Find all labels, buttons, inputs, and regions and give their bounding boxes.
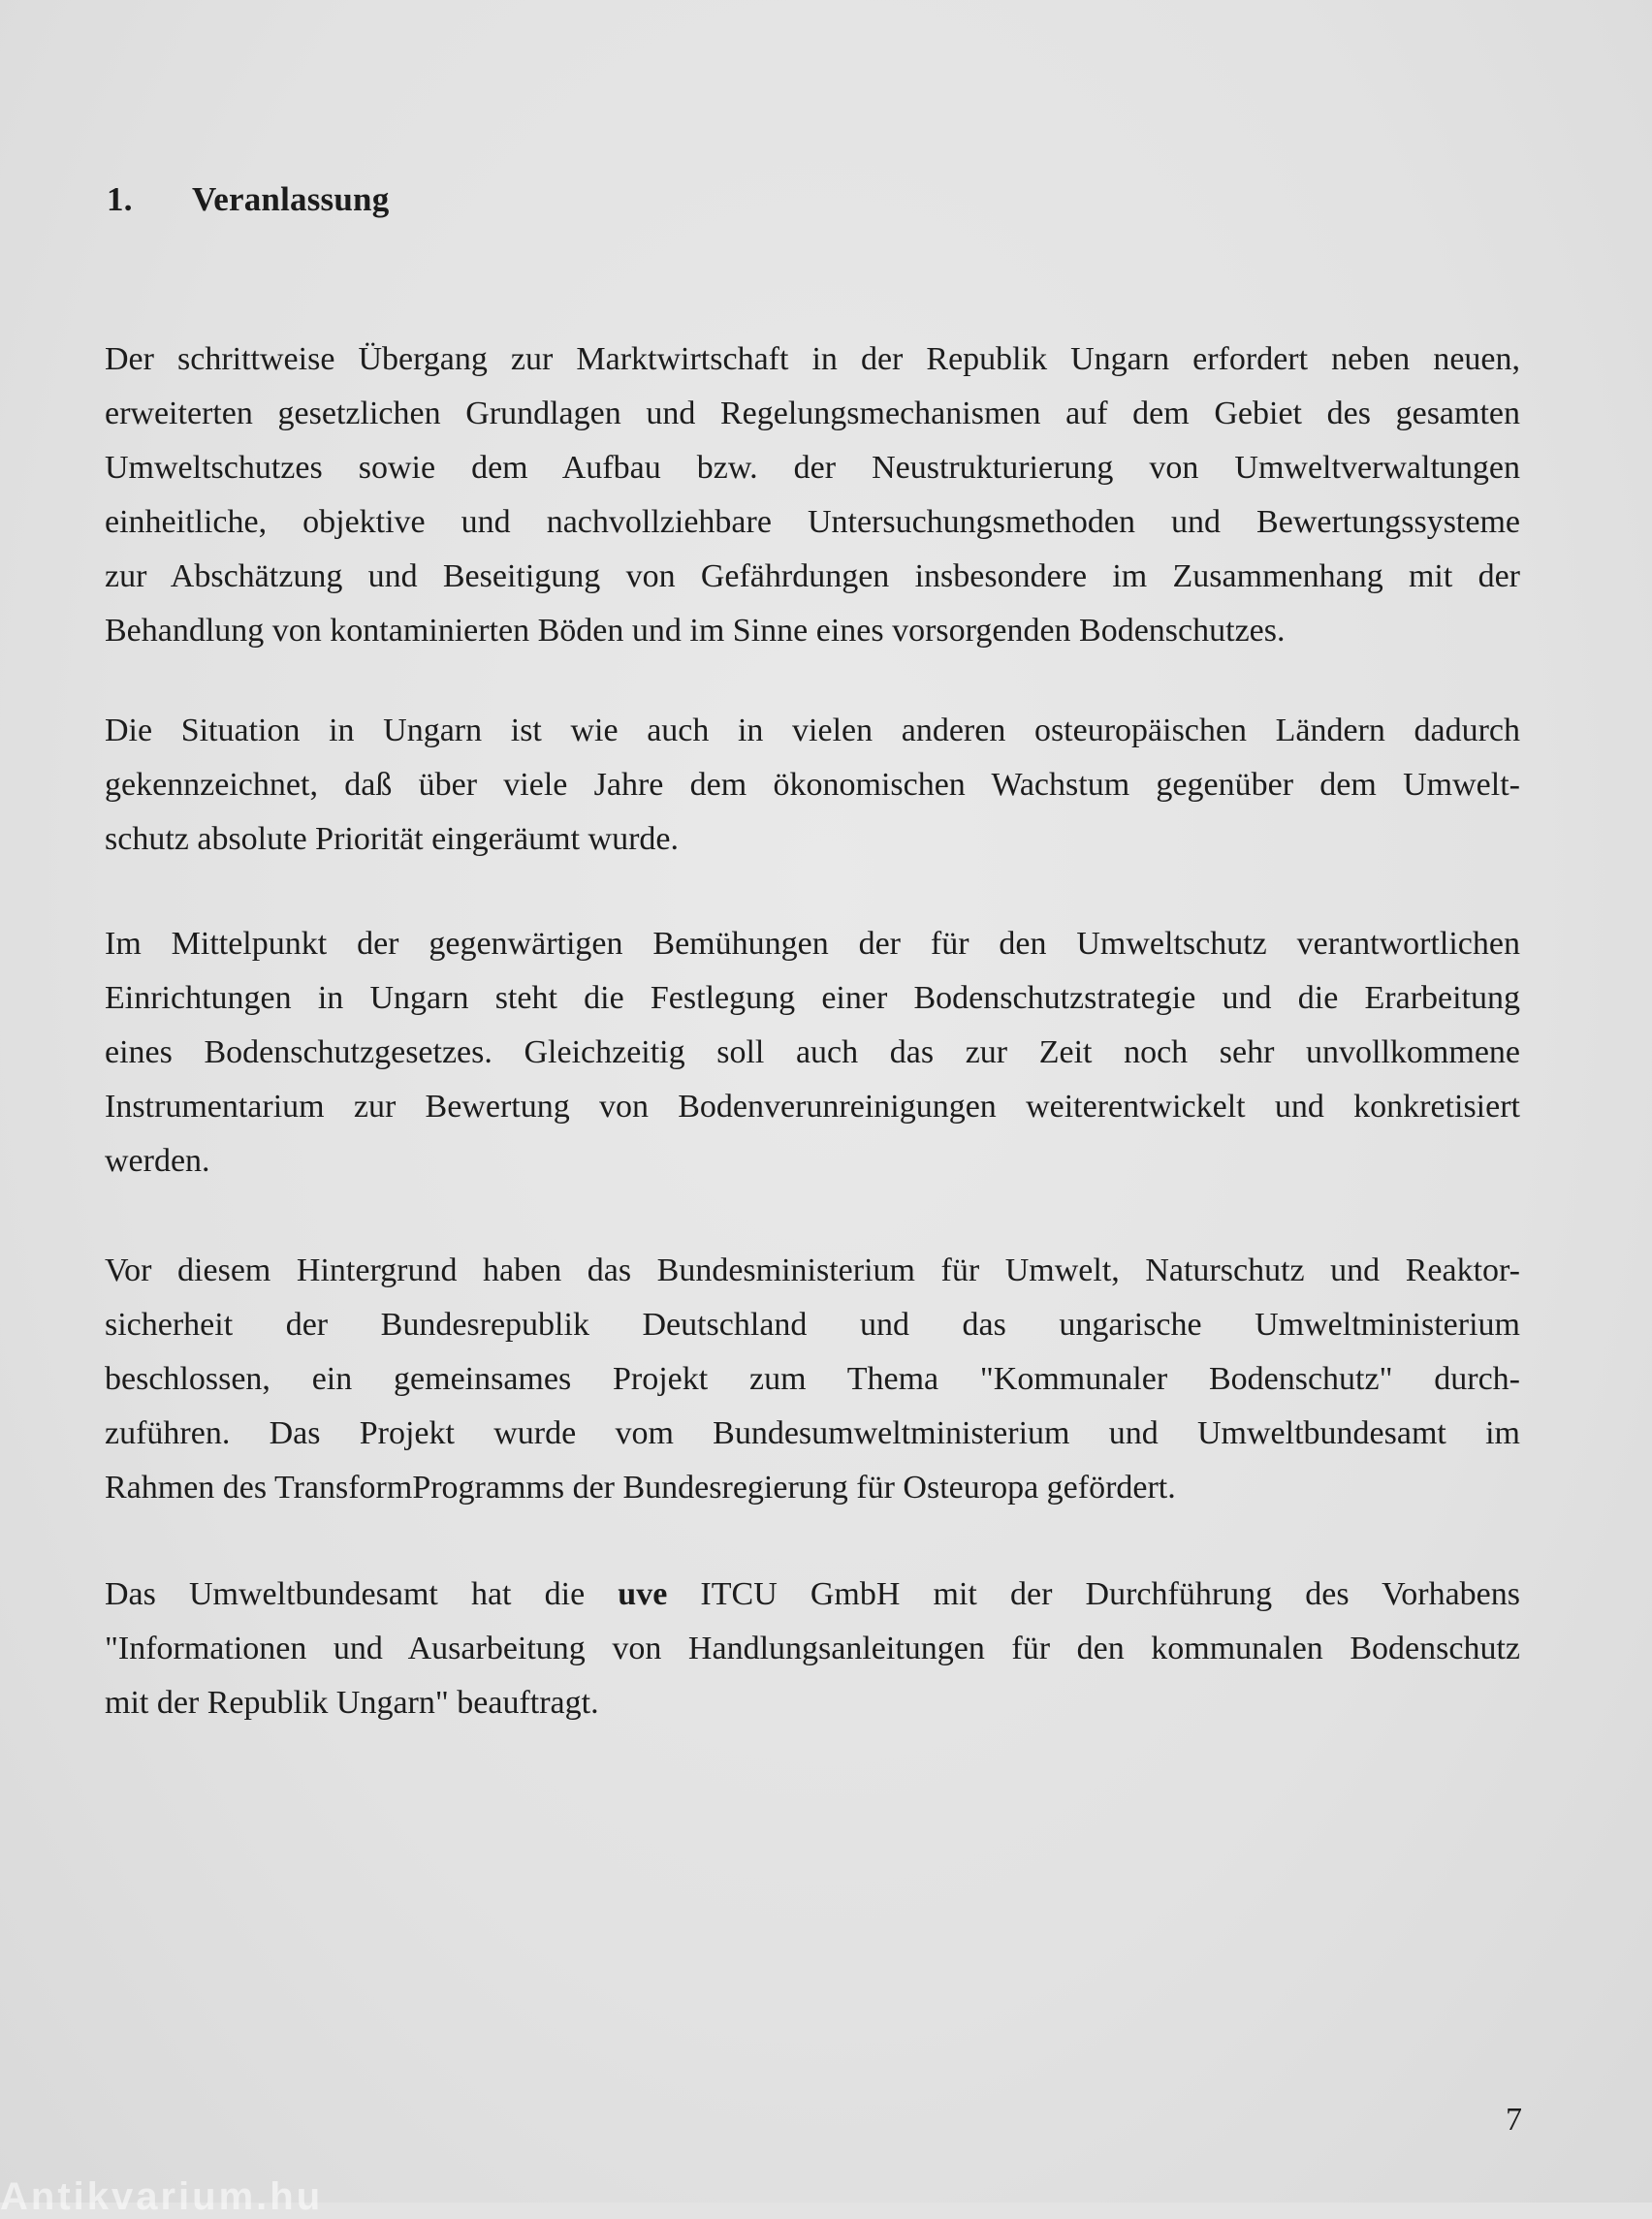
text-line: Rahmen des TransformProgramms der Bundesregierung für Osteuropa gefördert. <box>105 1470 1176 1506</box>
watermark: Antikvarium.hu <box>0 2175 324 2218</box>
text-line: eines Bodenschutzgesetzes. Gleichzeitig soll auch das zur Zeit noch sehr unvollkommene <box>105 1034 1520 1070</box>
text-line: gekennzeichnet, daß über viele Jahre dem ökonomischen Wachstum gegenüber dem Umwelt- <box>105 767 1520 803</box>
text-line: Einrichtungen in Ungarn steht die Festlegung einer Bodenschutzstrategie und die Erarbeitung <box>105 980 1520 1016</box>
text-line: zur Abschätzung und Beseitigung von Gefährdungen insbesondere im Zusammenhang mit der <box>105 558 1520 594</box>
section-title: Veranlassung <box>192 180 390 218</box>
text-line: schutz absolute Priorität eingeräumt wurde. <box>105 821 679 857</box>
text-fragment: Das Umweltbundesamt hat die <box>105 1576 619 1612</box>
paragraph-1 <box>105 333 1520 658</box>
text-line: beschlossen, ein gemeinsames Projekt zum Thema "Kommunaler Bodenschutz" durch- <box>105 1361 1520 1397</box>
section-heading <box>107 180 389 219</box>
text-line: werden. <box>105 1143 210 1179</box>
text-line <box>105 1568 1520 1622</box>
section-number: 1. <box>107 180 133 218</box>
company-name-bold: uve <box>618 1576 668 1612</box>
text-line: zuführen. Das Projekt wurde vom Bundesumweltministerium und Umweltbundesamt im <box>105 1415 1520 1451</box>
text-line: Behandlung von kontaminierten Böden und im Sinne eines vorsorgenden Bodenschutzes. <box>105 613 1286 649</box>
paragraph-5 <box>105 1568 1520 1730</box>
text-line: Im Mittelpunkt der gegenwärtigen Bemühungen der für den Umweltschutz verantwortlichen <box>105 926 1520 962</box>
text-line: einheitliche, objektive und nachvollziehbare Untersuchungsmethoden und Bewertungssysteme <box>105 504 1520 540</box>
text-line: Der schrittweise Übergang zur Marktwirtschaft in der Republik Ungarn erfordert neben neuen, <box>105 341 1520 377</box>
paragraph-2 <box>105 704 1520 867</box>
text-line: Instrumentarium zur Bewertung von Bodenverunreinigungen weiterentwickelt und konkretisiert <box>105 1089 1520 1125</box>
text-line: Vor diesem Hintergrund haben das Bundesministerium für Umwelt, Naturschutz und Reaktor- <box>105 1252 1520 1288</box>
text-line: sicherheit der Bundesrepublik Deutschland und das ungarische Umweltministerium <box>105 1307 1520 1343</box>
paragraph-4 <box>105 1244 1520 1515</box>
text-fragment: ITCU GmbH mit der Durchführung des Vorhabens <box>667 1576 1521 1612</box>
text-line: Umweltschutzes sowie dem Aufbau bzw. der Neustrukturierung von Umweltverwaltungen <box>105 450 1520 486</box>
text-line: Die Situation in Ungarn ist wie auch in vielen anderen osteuropäischen Ländern dadurch <box>105 713 1520 748</box>
text-line: erweiterten gesetzlichen Grundlagen und Regelungsmechanismen auf dem Gebiet des gesamten <box>105 396 1520 431</box>
page-number: 7 <box>1506 2102 1522 2138</box>
paragraph-3 <box>105 917 1520 1189</box>
text-line: mit der Republik Ungarn" beauftragt. <box>105 1685 599 1721</box>
text-line: "Informationen und Ausarbeitung von Handlungsanleitungen für den kommunalen Bodenschutz <box>105 1631 1520 1666</box>
